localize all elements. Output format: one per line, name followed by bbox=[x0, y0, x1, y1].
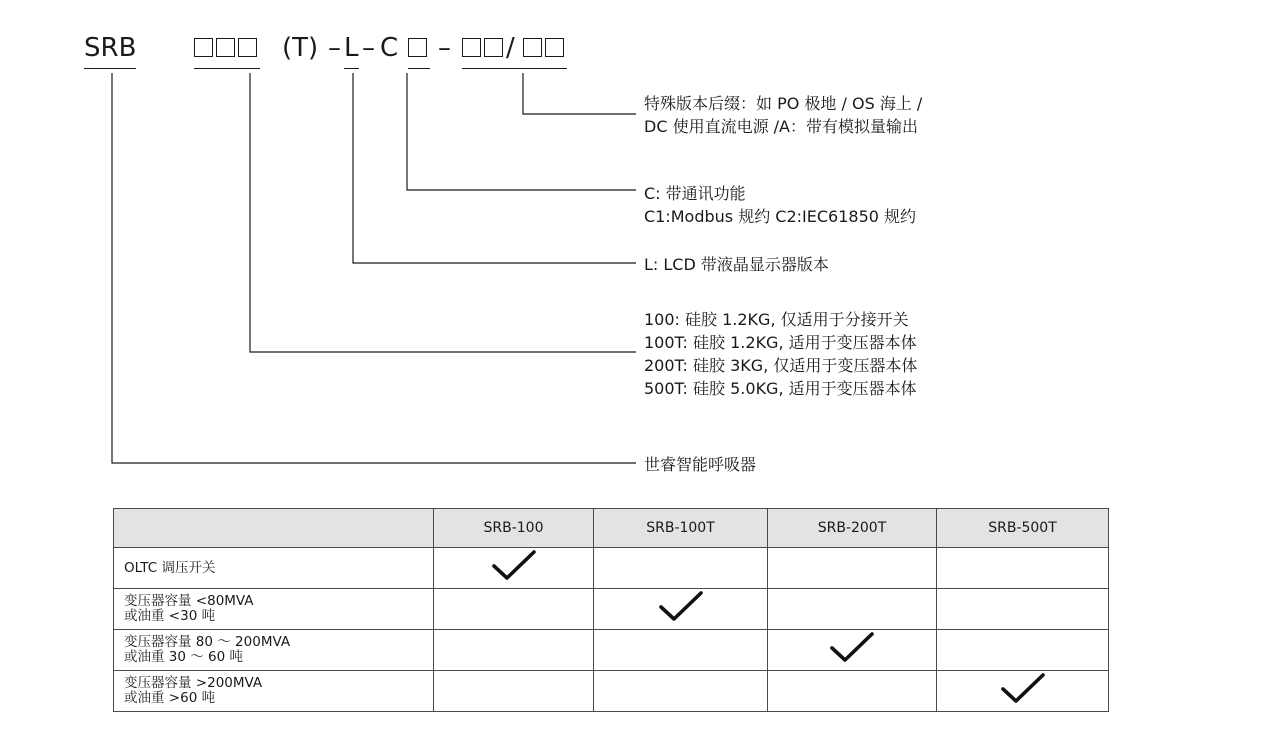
desc-brand bbox=[644, 453, 756, 476]
row-label-line: 变压器容量 >200MVA bbox=[124, 675, 263, 691]
table-cell bbox=[434, 589, 594, 630]
desc-communication bbox=[644, 182, 916, 228]
row-label-line: 或油重 <30 吨 bbox=[124, 608, 216, 624]
table-cell bbox=[937, 671, 1109, 712]
table-corner bbox=[114, 509, 434, 548]
table-cell bbox=[594, 630, 768, 671]
table-row bbox=[114, 589, 1109, 630]
row-label-line: 或油重 30 ～ 60 吨 bbox=[124, 649, 244, 665]
table-cell bbox=[937, 589, 1109, 630]
row-label bbox=[114, 671, 434, 712]
column-header: SRB-200T bbox=[768, 509, 937, 548]
code-dash: – bbox=[438, 33, 451, 63]
table-cell bbox=[434, 630, 594, 671]
table-cell bbox=[768, 671, 937, 712]
table-row bbox=[114, 671, 1109, 712]
compatibility-table bbox=[113, 508, 1109, 712]
desc-line: 500T: 硅胶 5.0KG, 适用于变压器本体 bbox=[644, 379, 917, 398]
table-cell bbox=[594, 671, 768, 712]
desc-line: 世睿智能呼吸器 bbox=[644, 455, 757, 474]
row-label bbox=[114, 589, 434, 630]
leader-suffix bbox=[523, 73, 636, 114]
table-cell bbox=[768, 630, 937, 671]
table-cell bbox=[594, 589, 768, 630]
code-l: L bbox=[344, 28, 359, 69]
desc-line: C1:Modbus 规约 C2:IEC61850 规约 bbox=[644, 207, 917, 226]
column-header: SRB-100 bbox=[434, 509, 594, 548]
desc-line: L: LCD 带液晶显示器版本 bbox=[644, 255, 829, 274]
row-label-line: 变压器容量 80 ～ 200MVA bbox=[124, 634, 291, 650]
checkmark-icon bbox=[999, 671, 1047, 707]
code-prefix: SRB bbox=[84, 28, 136, 69]
table-cell bbox=[937, 548, 1109, 589]
code-c: C bbox=[380, 33, 399, 63]
column-header: SRB-100T bbox=[594, 509, 768, 548]
code-slash: / bbox=[506, 33, 515, 63]
checkmark-icon bbox=[828, 630, 876, 666]
checkmark-icon bbox=[657, 589, 705, 625]
row-label-line: 变压器容量 <80MVA bbox=[124, 593, 254, 609]
row-label bbox=[114, 630, 434, 671]
row-label-line: OLTC 调压开关 bbox=[124, 559, 216, 576]
leader-capacity bbox=[250, 73, 636, 352]
desc-silica-capacity bbox=[644, 308, 917, 400]
column-header: SRB-500T bbox=[937, 509, 1109, 548]
leader-comm bbox=[407, 73, 636, 190]
desc-line: C: 带通讯功能 bbox=[644, 184, 746, 203]
desc-lcd bbox=[644, 253, 829, 276]
table-header-row bbox=[114, 509, 1109, 548]
code-dash: – bbox=[362, 33, 375, 63]
code-dash: – bbox=[328, 33, 341, 63]
table-row bbox=[114, 548, 1109, 589]
desc-line: 特殊版本后缀：如 PO 极地 / OS 海上 / bbox=[644, 94, 923, 113]
desc-line: 200T: 硅胶 3KG, 仅适用于变压器本体 bbox=[644, 356, 918, 375]
desc-line: 100: 硅胶 1.2KG, 仅适用于分接开关 bbox=[644, 310, 909, 329]
table-cell bbox=[434, 671, 594, 712]
table-cell bbox=[768, 589, 937, 630]
leader-lcd bbox=[353, 73, 636, 263]
row-label-line: 或油重 >60 吨 bbox=[124, 690, 216, 706]
table-row bbox=[114, 630, 1109, 671]
row-label bbox=[114, 548, 434, 589]
checkmark-icon bbox=[490, 548, 538, 584]
desc-line: DC 使用直流电源 /A：带有模拟量输出 bbox=[644, 117, 919, 136]
table-cell bbox=[434, 548, 594, 589]
table-cell bbox=[594, 548, 768, 589]
code-t-suffix: (T) bbox=[282, 33, 319, 63]
leader-brand bbox=[112, 73, 636, 463]
table-cell bbox=[937, 630, 1109, 671]
desc-line: 100T: 硅胶 1.2KG, 适用于变压器本体 bbox=[644, 333, 917, 352]
desc-special-suffix bbox=[644, 92, 922, 138]
table-cell bbox=[768, 548, 937, 589]
